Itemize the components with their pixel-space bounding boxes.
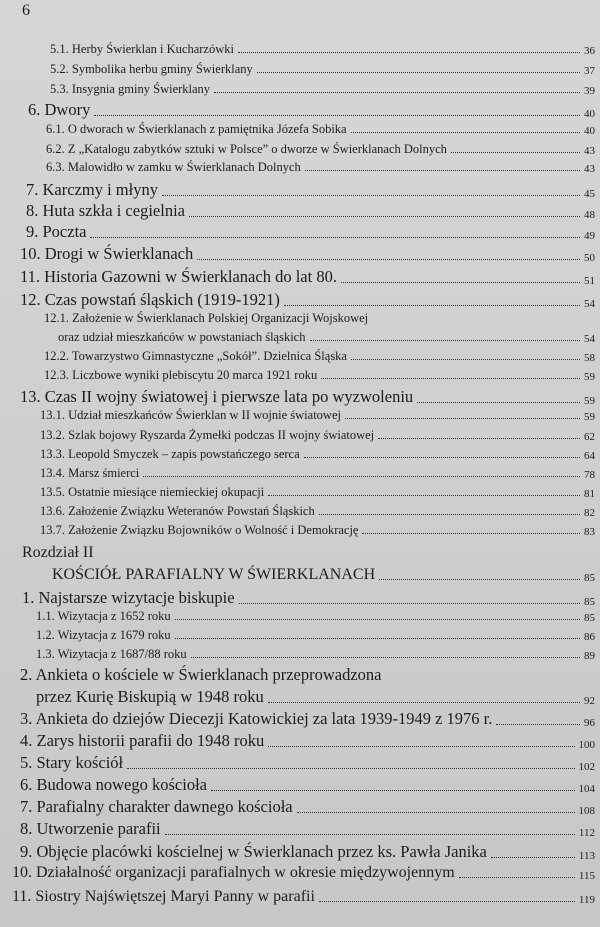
dot-leader	[191, 657, 580, 658]
dot-leader	[351, 132, 580, 133]
toc-entry-11[interactable]: 11. Historia Gazowni w Świerklanach do lat 80. 51	[20, 267, 595, 287]
dot-leader	[321, 378, 580, 379]
dot-leader	[297, 812, 575, 813]
dot-leader	[175, 619, 580, 620]
toc-entry-7[interactable]: 7. Karczmy i młyny 45	[26, 180, 595, 200]
page-number: 6	[22, 2, 30, 19]
dot-leader	[94, 115, 580, 116]
toc-entry-13-3[interactable]: 13.3. Leopold Smyczek – zapis powstańczego serca 64	[40, 447, 595, 462]
dot-leader	[351, 359, 580, 360]
toc-entry-5-3[interactable]: 5.3. Insygnia gminy Świerklany 39	[50, 82, 595, 97]
dot-leader	[211, 790, 575, 791]
dot-leader	[238, 52, 580, 53]
toc-entry-6-1[interactable]: 6.1. O dworach w Świerklanach z pamiętnika Józefa Sobika 40	[46, 122, 595, 137]
dot-leader	[268, 702, 580, 703]
chapter-heading: Rozdział II	[22, 544, 94, 561]
toc-entry-6-3[interactable]: 6.3. Malowidło w zamku w Świerklanach Dolnych 43	[46, 160, 595, 175]
toc-entry-5-2[interactable]: 5.2. Symbolika herbu gminy Świerklany 37	[50, 62, 595, 77]
dot-leader	[305, 170, 580, 171]
dot-leader	[284, 305, 580, 306]
toc-entry-c2-11[interactable]: 11. Siostry Najświętszej Maryi Panny w parafii 119	[12, 888, 595, 906]
toc-entry-13-6[interactable]: 13.6. Założenie Związku Weteranów Powstań Śląskich 82	[40, 504, 595, 519]
dot-leader	[451, 152, 580, 153]
toc-entry-c2-1-2[interactable]: 1.2. Wizytacja z 1679 roku 86	[36, 628, 595, 643]
dot-leader	[379, 579, 580, 580]
dot-leader	[319, 901, 575, 902]
toc-entry-c2-1-3[interactable]: 1.3. Wizytacja z 1687/88 roku 89	[36, 647, 595, 662]
toc-entry-chapter2-title[interactable]: KOŚCIÓŁ PARAFIALNY W ŚWIERKLANACH 85	[52, 566, 595, 584]
toc-entry-c2-6[interactable]: 6. Budowa nowego kościoła 104	[20, 775, 595, 795]
dot-leader	[143, 476, 580, 477]
dot-leader	[162, 195, 580, 196]
toc-entry-13-7[interactable]: 13.7. Założenie Związku Bojowników o Wolność i Demokrację 83	[40, 523, 595, 538]
toc-entry-12-2[interactable]: 12.2. Towarzystwo Gimnastyczne „Sokół”. Dzielnica Śląska 58	[44, 349, 595, 364]
toc-entry-13[interactable]: 13. Czas II wojny światowej i pierwsze lata po wyzwoleniu 59	[20, 387, 595, 407]
toc-entry-c2-1-1[interactable]: 1.1. Wizytacja z 1652 roku 85	[36, 609, 595, 624]
dot-leader	[197, 259, 580, 260]
toc-entry-12-3[interactable]: 12.3. Liczbowe wyniki plebiscytu 20 marca 1921 roku 59	[44, 368, 595, 383]
toc-entry-c2-2[interactable]: przez Kurię Biskupią w 1948 roku 92	[36, 687, 595, 707]
toc-entry-c2-4[interactable]: 4. Zarys historii parafii do 1948 roku 100	[20, 731, 595, 751]
dot-leader	[491, 857, 575, 858]
toc-entry-c2-5[interactable]: 5. Stary kościół 102	[20, 753, 595, 773]
toc-entry-c2-3[interactable]: 3. Ankieta do dziejów Diecezji Katowickiej za lata 1939-1949 z 1976 r. 96	[20, 709, 595, 729]
dot-leader	[362, 533, 580, 534]
dot-leader	[345, 418, 580, 419]
dot-leader	[341, 282, 580, 283]
dot-leader	[175, 638, 580, 639]
dot-leader	[257, 72, 580, 73]
toc-entry-c2-1[interactable]: 1. Najstarsze wizytacje biskupie 85	[22, 588, 595, 608]
toc-entry-6-2[interactable]: 6.2. Z „Katalogu zabytków sztuki w Polsce” o dworze w Świerklanach Dolnych 43	[46, 142, 595, 157]
dot-leader	[496, 724, 580, 725]
dot-leader	[310, 340, 581, 341]
toc-entry-c2-7[interactable]: 7. Parafialny charakter dawnego kościoła 108	[20, 797, 595, 817]
dot-leader	[268, 495, 580, 496]
dot-leader	[304, 457, 580, 458]
dot-leader	[417, 402, 580, 403]
toc-entry-9[interactable]: 9. Poczta 49	[26, 222, 595, 242]
dot-leader	[189, 216, 580, 217]
dot-leader	[239, 603, 580, 604]
dot-leader	[268, 746, 574, 747]
dot-leader	[459, 877, 575, 878]
toc-entry-6[interactable]: 6. Dwory 40	[28, 100, 595, 120]
toc-entry-12-1[interactable]: oraz udział mieszkańców w powstaniach śląskich 54	[58, 330, 595, 345]
dot-leader	[127, 768, 574, 769]
toc-entry-c2-9[interactable]: 9. Objęcie placówki kościelnej w Świerklanach przez ks. Pawła Janika 113	[20, 842, 595, 862]
dot-leader	[319, 514, 580, 515]
dot-leader	[90, 237, 580, 238]
toc-entry-c2-10[interactable]: 10. Działalność organizacji parafialnych w okresie międzywojennym 115	[12, 864, 595, 882]
toc-entry-8[interactable]: 8. Huta szkła i cegielnia 48	[26, 201, 595, 221]
toc-entry-5-1[interactable]: 5.1. Herby Świerklan i Kucharzówki 36	[50, 42, 595, 57]
toc-entry-13-4[interactable]: 13.4. Marsz śmierci 78	[40, 466, 595, 481]
toc-entry-10[interactable]: 10. Drogi w Świerklanach 50	[20, 244, 595, 264]
toc-entry-13-2[interactable]: 13.2. Szlak bojowy Ryszarda Żymełki podczas II wojny światowej 62	[40, 428, 595, 443]
toc-entry-12-1-line1: 12.1. Założenie w Świerklanach Polskiej Organizacji Wojskowej	[44, 311, 369, 325]
toc-entry-c2-2-line1: 2. Ankieta o kościele w Świerklanach przeprowadzona	[20, 665, 382, 684]
toc-entry-13-1[interactable]: 13.1. Udział mieszkańców Świerklan w II wojnie światowej 59	[40, 408, 595, 423]
toc-entry-c2-8[interactable]: 8. Utworzenie parafii 112	[20, 819, 595, 839]
dot-leader	[214, 92, 580, 93]
toc-entry-12[interactable]: 12. Czas powstań śląskich (1919-1921) 54	[20, 290, 595, 310]
dot-leader	[165, 834, 575, 835]
dot-leader	[378, 438, 580, 439]
toc-entry-13-5[interactable]: 13.5. Ostatnie miesiące niemieckiej okupacji 81	[40, 485, 595, 500]
